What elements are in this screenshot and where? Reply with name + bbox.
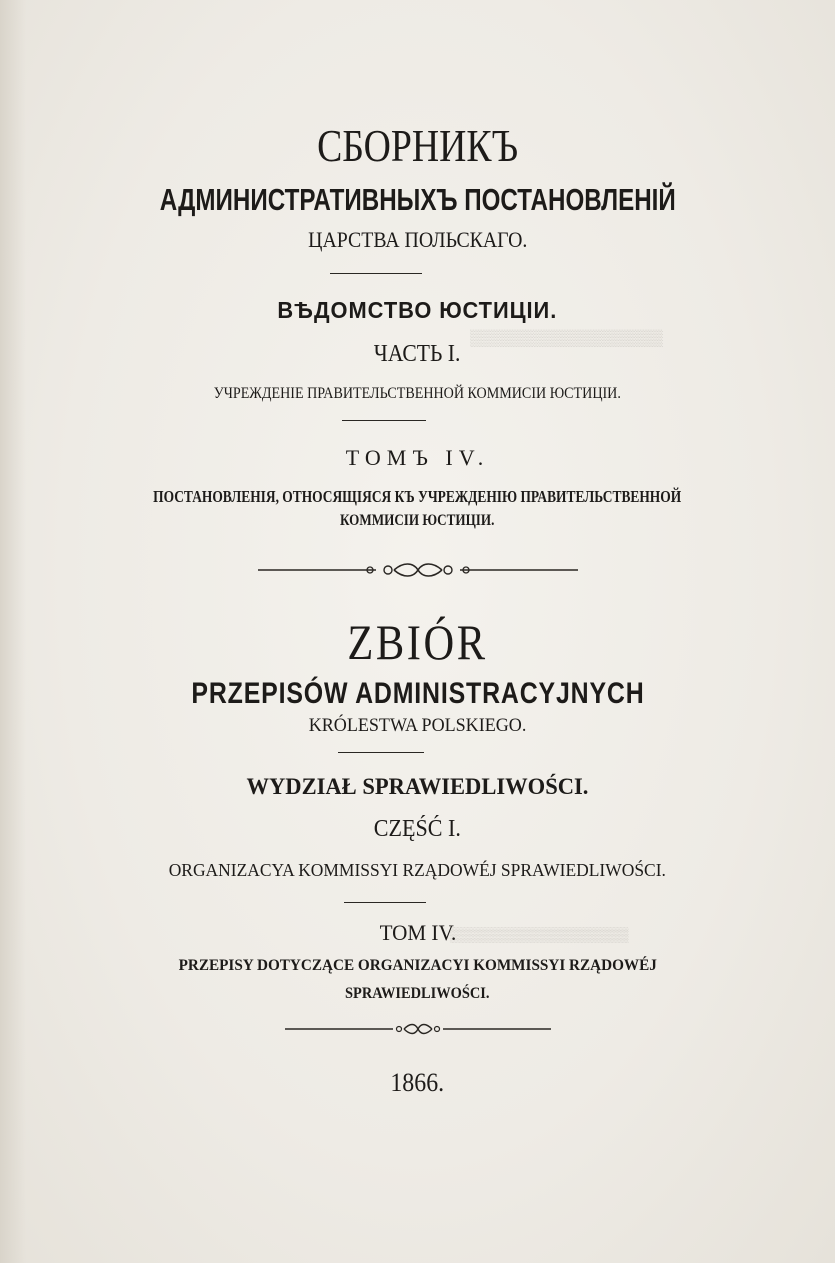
russian-volume-title-1: ПОСТАНОВЛЕНІЯ, ОТНОСЯЩІЯСЯ КЪ УЧРЕЖДЕНІЮ ПРАВИТЕЛЬСТВЕННОЙ: [153, 487, 682, 506]
polish-department: WYDZIAŁ SPRAWIEDLIWOŚCI.: [246, 774, 589, 799]
divider-rule: [330, 273, 422, 274]
russian-part: ЧАСТЬ I.: [374, 341, 461, 367]
russian-subtitle: АДМИНИСТРАТИВНЫХЪ ПОСТАНОВЛЕНІЙ: [159, 182, 676, 217]
divider-rule: [342, 420, 426, 421]
ornamental-divider: [0, 560, 835, 580]
divider-rule: [338, 752, 424, 753]
polish-kingdom: KRÓLESTWA POLSKIEGO.: [308, 715, 527, 736]
publication-year: 1866.: [390, 1068, 445, 1097]
polish-volume: TOM IV.: [379, 920, 456, 945]
russian-volume: ТОМЪ IV.: [345, 445, 490, 470]
polish-part-title: ORGANIZACYA KOMMISSYI RZĄDOWÉJ SPRAWIEDLIWOŚCI.: [168, 860, 667, 880]
ornamental-divider-svg: [258, 560, 578, 580]
bleed-through-bottom: ▒▒▒▒▒▒▒▒▒▒▒▒▒▒▒▒▒▒: [450, 928, 629, 943]
divider-rule: [344, 902, 426, 903]
russian-title: СБОРНИКЪ: [316, 120, 519, 171]
polish-title: ZBIÓR: [347, 614, 488, 670]
polish-volume-title-1: PRZEPISY DOTYCZĄCE ORGANIZACYI KOMMISSYI RZĄDOWÉJ: [178, 957, 657, 974]
ornamental-divider: [0, 1021, 835, 1037]
bleed-through-top: ▒▒▒▒▒▒▒▒▒▒▒▒▒▒▒▒▒: [470, 330, 663, 347]
polish-part: CZĘŚĆ I.: [373, 816, 462, 842]
ornamental-divider-svg: [285, 1021, 551, 1037]
polish-volume-title-2: SPRAWIEDLIWOŚCI.: [345, 985, 490, 1002]
russian-volume-title-2: КОММИСІИ ЮСТИЦІИ.: [340, 512, 495, 529]
russian-part-title: УЧРЕЖДЕНІЕ ПРАВИТЕЛЬСТВЕННОЙ КОММИСІИ ЮСТИЦІИ.: [213, 385, 622, 402]
polish-subtitle: PRZEPISÓW ADMINISTRACYJNYCH: [190, 677, 645, 710]
russian-kingdom: ЦАРСТВА ПОЛЬСКАГО.: [307, 227, 528, 252]
russian-department: ВѢДОМСТВО ЮСТИЦІИ.: [277, 297, 558, 323]
